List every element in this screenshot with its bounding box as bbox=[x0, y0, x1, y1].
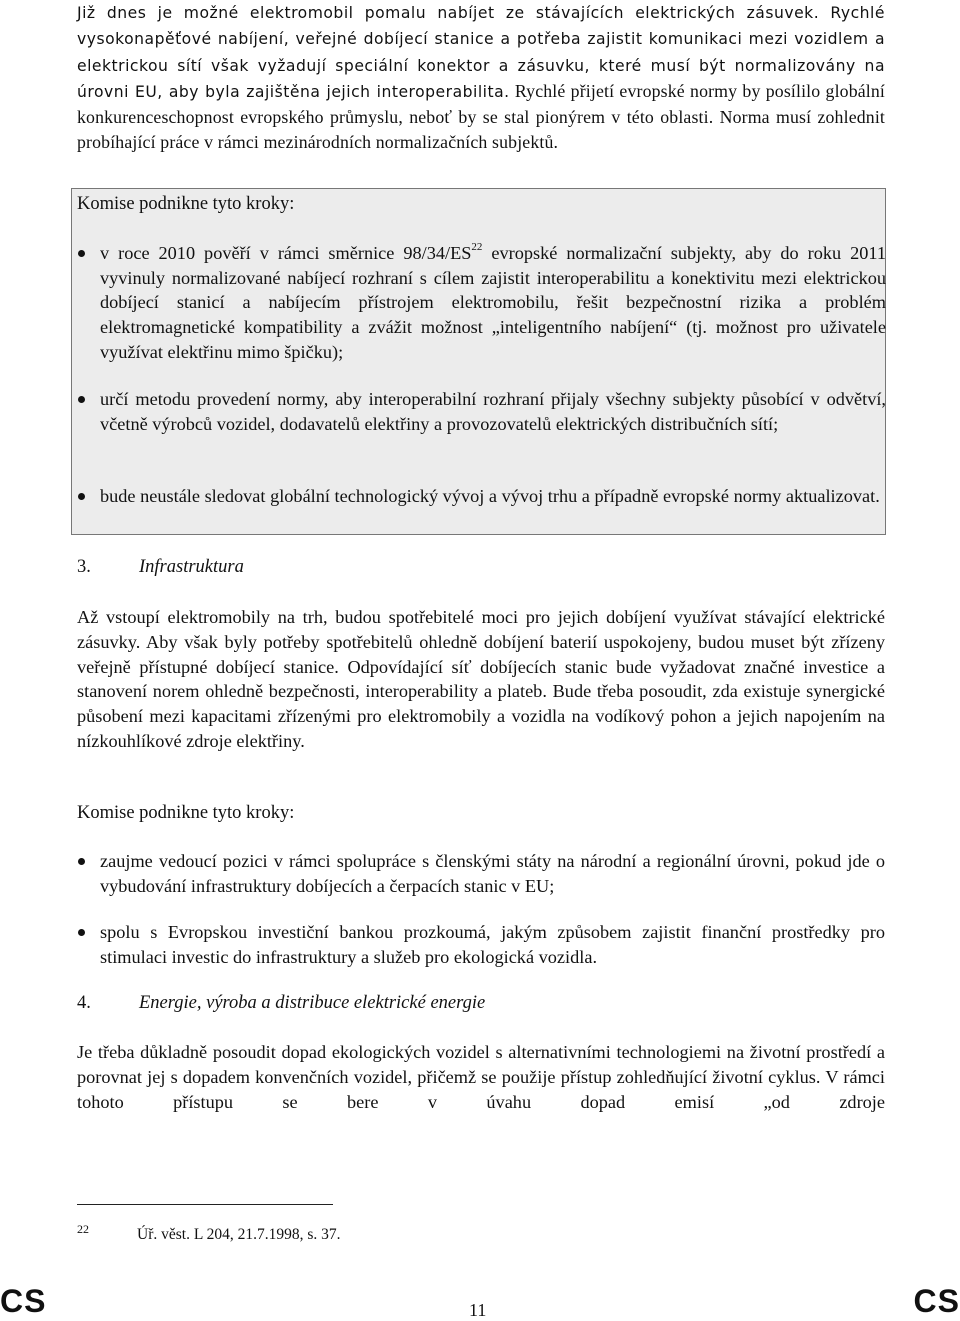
section-number: 4. bbox=[77, 993, 91, 1013]
commission-actions-box bbox=[71, 188, 886, 535]
bullet-icon bbox=[78, 858, 85, 865]
list-item bbox=[100, 484, 886, 509]
list-item bbox=[100, 920, 885, 969]
section-paragraph: Až vstoupí elektromobily na trh, budou spotřebitelé moci pro jejich dobíjení využívat stávající elektrické zásuvky. Aby však byly potřeby spotřebitelů ohledně dobíjení baterií uspokojeny, budou muset být zřízeny veřejně přístupné dobíjecí stanice. Odpovídající síť dobíjecích stanic bude vyžadovat značné investice a stanovení norem ohledně bezpečnosti, interoperability a plateb. Bude třeba posoudit, zda existuje synergické působení mezi kapacitami zřízenými pro elektromobily a vozidla na vodíkový pohon a jejich napojením na nízkouhlíkové zdroje elektřiny. bbox=[77, 607, 885, 751]
section-title: Infrastruktura bbox=[139, 557, 244, 577]
box-title: Komise podnikne tyto kroky: bbox=[77, 194, 295, 214]
bullet-icon bbox=[78, 250, 85, 257]
section-heading bbox=[77, 993, 485, 1014]
list-item bbox=[100, 241, 886, 365]
list-item-text-cont: evropské normalizační subjekty, aby do roku 2011 vyvinuly normalizované nabíjecí rozhraní s cílem zajistit interoperabilitu a konektivitu mezi elektrickou dobíjecí stanicí a nabíjecím přístrojem elektromobilu, řešit bezpečnostní rizika a problém elektromagnetické kompatibility a zvážit možnost „inteligentního nabíjení“ (tj. možnost pro uživatele využívat elektřinu mimo špičku); bbox=[100, 243, 886, 362]
list-item bbox=[100, 387, 886, 436]
section-paragraph: Je třeba důkladně posoudit dopad ekologických vozidel s alternativními technologiemi na životní prostředí a porovnat jej s dopadem konvenčních vozidel, přičemž se použije přístup zohledňující životní cyklus. V rámci tohoto přístupu se bere v úvahu dopad emisí „od zdroje bbox=[77, 1042, 885, 1112]
intro-sans-text: Již dnes je možné elektromobil pomalu nabíjet ze stávajících elektrických zásuvek. Rychlé vysokonapěťové nabíjení, veřejné dobíjecí stanice a potřeba zajistit komunikaci mezi vozidlem a elektrickou sítí však vyžadují speciální konektor a zásuvku, které musí být normalizovány na úrovni EU, aby byla zajištěna jejich interoperabilita. bbox=[77, 4, 885, 101]
language-code-left: CS bbox=[0, 1283, 47, 1319]
intro-paragraph bbox=[77, 0, 885, 156]
actions-title: Komise podnikne tyto kroky: bbox=[77, 803, 295, 823]
language-code-right: CS bbox=[913, 1283, 960, 1319]
section-heading bbox=[77, 557, 244, 578]
footnote-divider bbox=[77, 1204, 333, 1205]
intro-serif-text: Rychlé přijetí evropské normy by posílilo globální konkurenceschopnost evropského průmyslu, neboť by se stal pionýrem v této oblasti. Norma musí zohlednit probíhající práce v rámci mezinárodních normalizačních subjektů. bbox=[77, 80, 886, 153]
list-item-text: zaujme vedoucí pozici v rámci spolupráce s členskými státy na národní a regionální úrovni, pokud jde o vybudování infrastruktury dobíjecích a čerpacích stanic v EU; bbox=[100, 851, 885, 896]
footnote-number: 22 bbox=[77, 1222, 89, 1236]
list-item-text: spolu s Evropskou investiční bankou prozkoumá, jakým způsobem zajistit finanční prostředky pro stimulaci investic do infrastruktury a služeb pro ekologická vozidla. bbox=[100, 922, 885, 967]
footnote-ref[interactable]: 22 bbox=[471, 240, 483, 253]
bullet-icon bbox=[78, 396, 85, 403]
list-item bbox=[100, 849, 885, 898]
page-number: 11 bbox=[469, 1300, 487, 1320]
bullet-icon bbox=[78, 493, 85, 500]
footnote-text: Úř. věst. L 204, 21.7.1998, s. 37. bbox=[137, 1226, 341, 1243]
list-item-text: určí metodu provedení normy, aby interoperabilní rozhraní přijaly všechny subjekty působící v odvětví, včetně výrobců vozidel, dodavatelů elektřiny a provozovatelů elektrických distribučních sítí; bbox=[100, 389, 886, 434]
section-title: Energie, výroba a distribuce elektrické energie bbox=[139, 993, 486, 1013]
bullet-icon bbox=[78, 929, 85, 936]
list-item-text: bude neustále sledovat globální technologický vývoj a vývoj trhu a případně evropské normy aktualizovat. bbox=[100, 486, 880, 506]
list-item-text: v roce 2010 pověří v rámci směrnice 98/34/ES bbox=[100, 243, 472, 263]
section-number: 3. bbox=[77, 557, 91, 577]
